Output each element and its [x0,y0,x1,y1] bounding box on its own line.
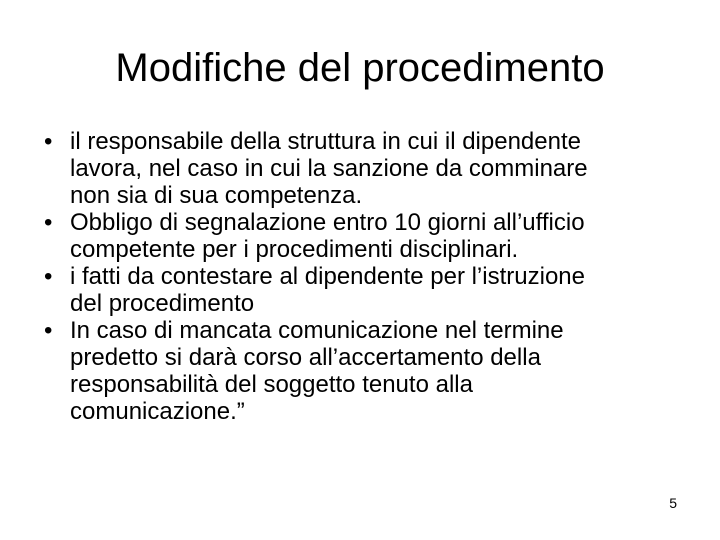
bullet-line: responsabilità del soggetto tenuto alla [70,371,473,398]
bullet-marker: • [44,209,53,236]
slide-title: Modifiche del procedimento [115,46,605,90]
page-number: 5 [669,495,677,511]
bullet-item [44,209,684,263]
bullet-line: lavora, nel caso in cui la sanzione da comminare [70,155,588,182]
bullet-line: non sia di sua competenza. [70,182,363,209]
bullet-marker: • [44,317,53,344]
bullet-line: Obbligo di segnalazione entro 10 giorni all’ufficio [70,209,585,236]
bullet-line: predetto si darà corso all’accertamento della [70,344,541,371]
bullet-marker: • [44,263,53,290]
bullet-item [44,263,684,317]
bullet-line: comunicazione.” [70,398,245,425]
bullet-line: In caso di mancata comunicazione nel termine [70,317,564,344]
bullet-item [44,128,684,209]
bullet-line: i fatti da contestare al dipendente per l’istruzione [70,263,585,290]
bullet-list [44,128,684,425]
bullet-line: del procedimento [70,290,255,317]
bullet-line: competente per i procedimenti disciplinari. [70,236,519,263]
bullet-marker: • [44,128,53,155]
bullet-line: il responsabile della struttura in cui il dipendente [70,128,581,155]
bullet-item [44,317,684,425]
